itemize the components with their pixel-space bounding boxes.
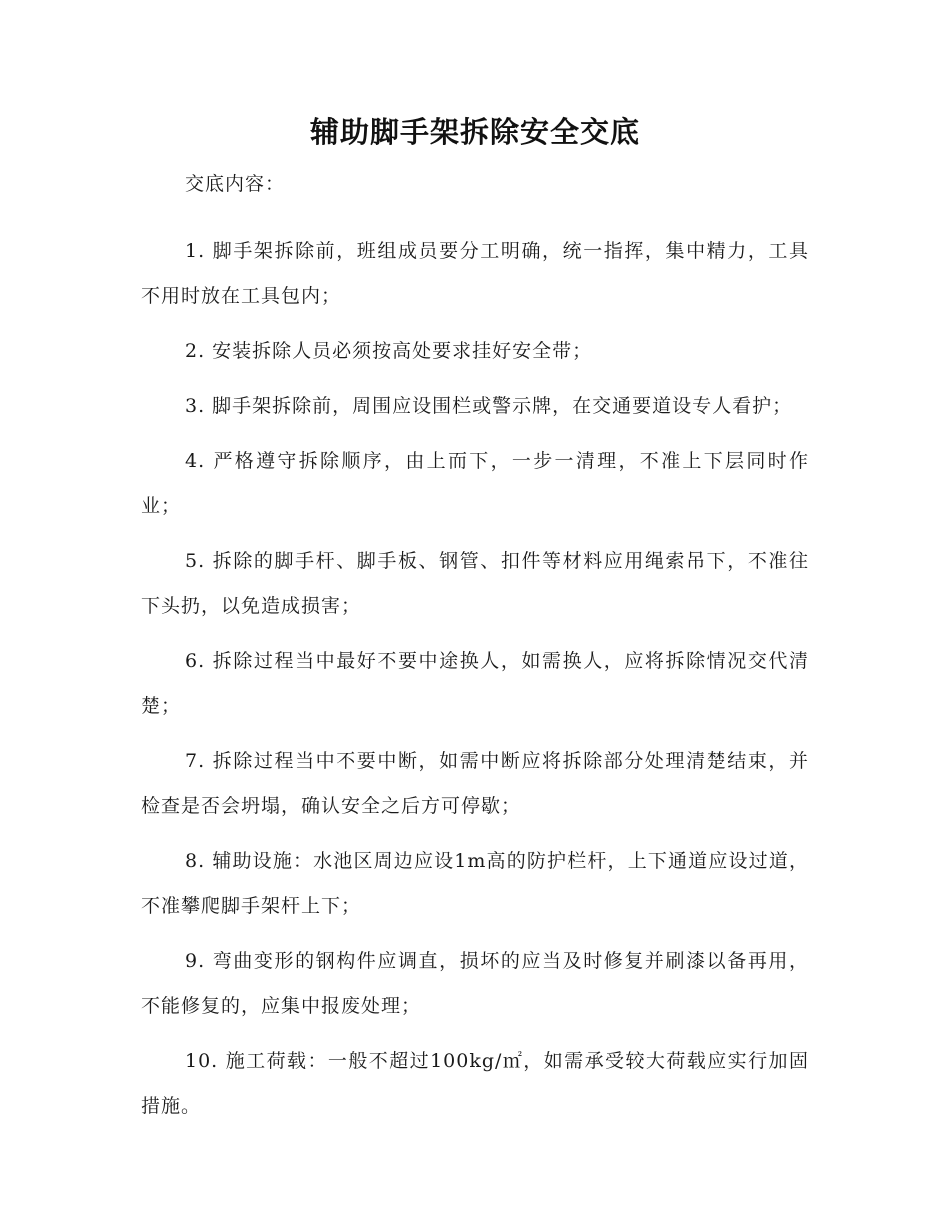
intro-text: 交底内容： [185, 173, 286, 195]
list-item: 9. 弯曲变形的钢构件应调直，损坏的应当及时修复并刷漆以备再用，不能修复的，应集中报废处理； [141, 950, 809, 1017]
list-item: 7. 拆除过程当中不要中断，如需中断应将拆除部分处理清楚结束，并检查是否会坍塌，确认安全之后方可停歇； [141, 750, 809, 817]
list-item: 8. 辅助设施：水池区周边应设1m高的防护栏杆，上下通道应设过道，不准攀爬脚手架杆上下； [141, 850, 809, 917]
list-item: 1. 脚手架拆除前，班组成员要分工明确，统一指挥，集中精力，工具不用时放在工具包内； [141, 240, 809, 307]
list-item: 2. 安装拆除人员必须按高处要求挂好安全带； [185, 340, 593, 362]
list-item: 4. 严格遵守拆除顺序，由上而下，一步一清理，不准上下层同时作业； [141, 450, 809, 517]
document-body [141, 162, 809, 1129]
list-item: 6. 拆除过程当中最好不要中途换人，如需换人，应将拆除情况交代清楚； [141, 650, 809, 717]
document-title: 辅助脚手架拆除安全交底 [309, 115, 640, 149]
list-item: 3. 脚手架拆除前，周围应设围栏或警示牌，在交通要道设专人看护； [185, 395, 793, 417]
list-item: 5. 拆除的脚手杆、脚手板、钢管、扣件等材料应用绳索吊下，不准往下头扔，以免造成损害； [141, 550, 809, 617]
list-item: 10. 施工荷载：一般不超过100kg/㎡，如需承受较大荷载应实行加固措施。 [141, 1050, 809, 1117]
